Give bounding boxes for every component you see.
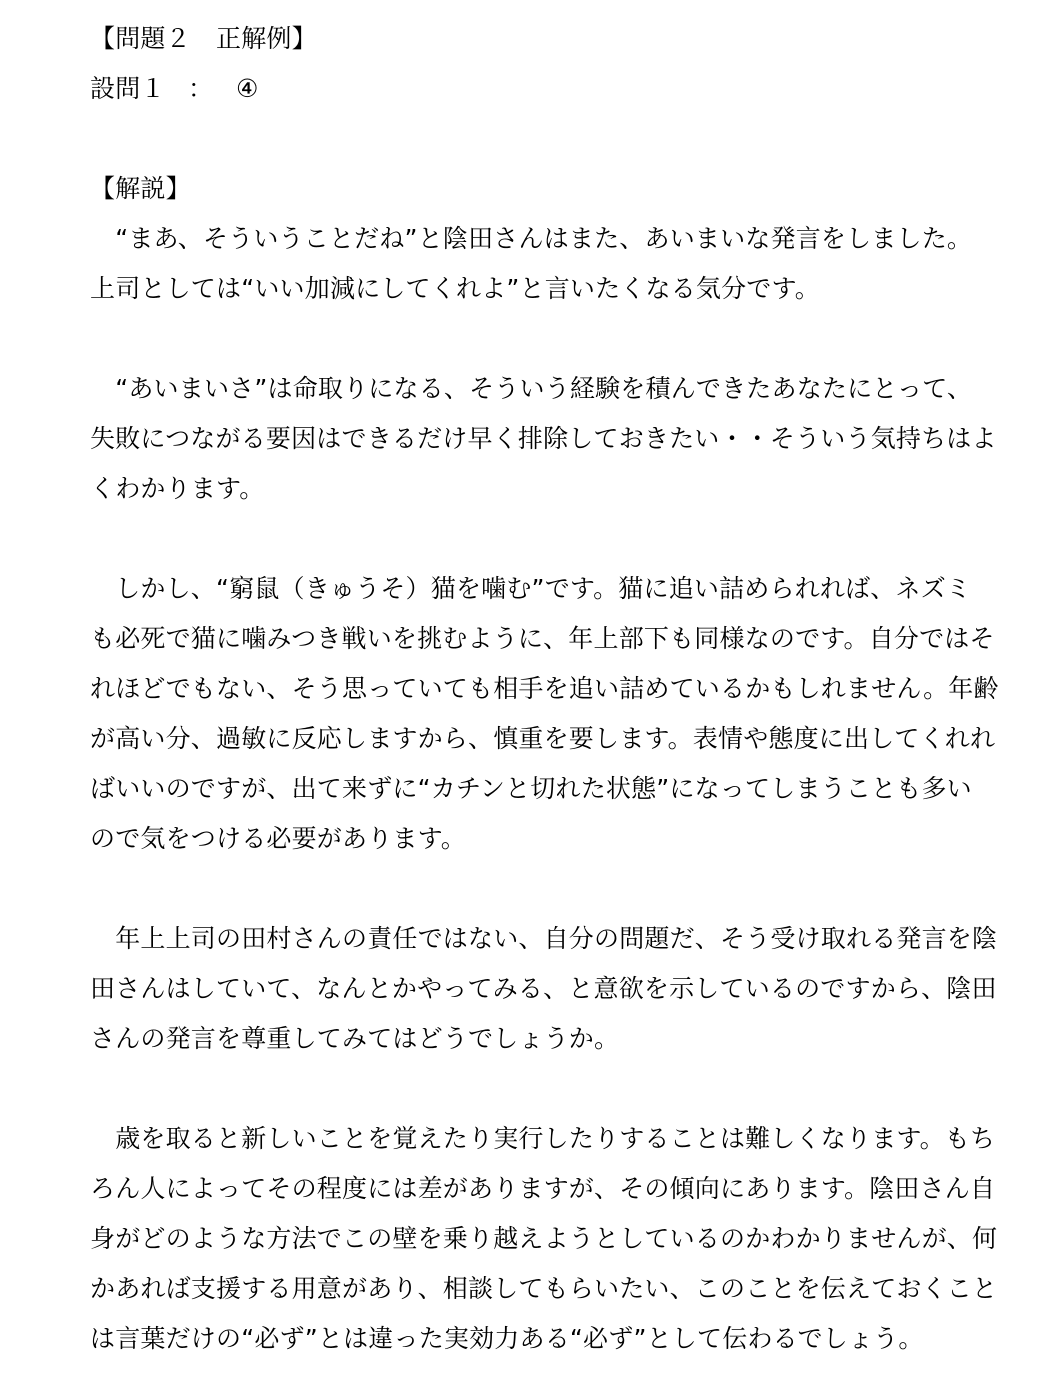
paragraph-line: れほどでもない、そう思っていても相手を追い詰めているかもしれません。年齢: [90, 674, 999, 703]
explanation-paragraph-3: [90, 564, 999, 864]
paragraph-line: も必死で猫に噛みつき戦いを挑むように、年上部下も同様なのです。自分ではそ: [90, 624, 995, 653]
answer-label: 設問１: [90, 74, 166, 103]
spacer: [90, 864, 990, 914]
paragraph-line: ので気をつける必要があります。: [90, 824, 467, 853]
paragraph-line: が高い分、過敏に反応しますから、慎重を要します。表情や態度に出してくれれ: [90, 724, 996, 753]
answer-value: ④: [236, 74, 259, 103]
paragraph-line: くわかります。: [90, 474, 265, 503]
paragraph-line: “あいまいさ”は命取りになる、そういう経験を積んできたあなたにとって、: [90, 374, 973, 403]
paragraph-line: 年上上司の田村さんの責任ではない、自分の問題だ、そう受け取れる発言を陰: [90, 924, 998, 953]
explanation-paragraph-2: [90, 364, 997, 514]
answer-separator: ：: [188, 74, 214, 103]
paragraph-line: ばいいのですが、出て来ずに“カチンと切れた状態”になってしまうことも多い: [90, 774, 972, 803]
spacer: [90, 114, 990, 164]
explanation-heading: 【解説】: [90, 174, 191, 203]
problem-title: 【問題２ 正解例】: [90, 24, 317, 53]
explanation-paragraph-5: [90, 1114, 998, 1364]
paragraph-line: さんの発言を尊重してみてはどうでしょうか。: [90, 1024, 620, 1053]
spacer: [90, 1064, 990, 1114]
paragraph-line: 歳を取ると新しいことを覚えたり実行したりすることは難しくなります。もち: [90, 1124, 996, 1153]
paragraph-line: かあれば支援する用意があり、相談してもらいたい、このことを伝えておくこと: [90, 1274, 998, 1303]
spacer: [90, 314, 990, 364]
paragraph-line: 上司としては“いい加減にしてくれよ”と言いたくなる気分です。: [90, 274, 820, 303]
paragraph-line: 身がどのような方法でこの壁を乗り越えようとしているのかわかりませんが、何: [90, 1224, 998, 1253]
paragraph-line: 田さんはしていて、なんとかやってみる、と意欲を示しているのですから、陰田: [90, 974, 997, 1003]
paragraph-line: しかし、“窮鼠（きゅうそ）猫を噛む”です。猫に追い詰められれば、ネズミ: [90, 574, 972, 603]
paragraph-line: は言葉だけの“必ず”とは違った実効力ある“必ず”として伝わるでしょう。: [90, 1324, 924, 1353]
paragraph-line: “まあ、そういうことだね”と陰田さんはまた、あいまいな発言をしました。: [90, 224, 973, 253]
document-body: [90, 14, 999, 1364]
explanation-paragraph-1: [90, 214, 990, 314]
paragraph-line: ろん人によってその程度には差がありますが、その傾向にあります。陰田さん自: [90, 1174, 996, 1203]
spacer: [90, 514, 990, 564]
paragraph-line: 失敗につながる要因はできるだけ早く排除しておきたい・・そういう気持ちはよ: [90, 424, 997, 453]
answer-line: [90, 64, 990, 114]
explanation-paragraph-4: [90, 914, 998, 1064]
